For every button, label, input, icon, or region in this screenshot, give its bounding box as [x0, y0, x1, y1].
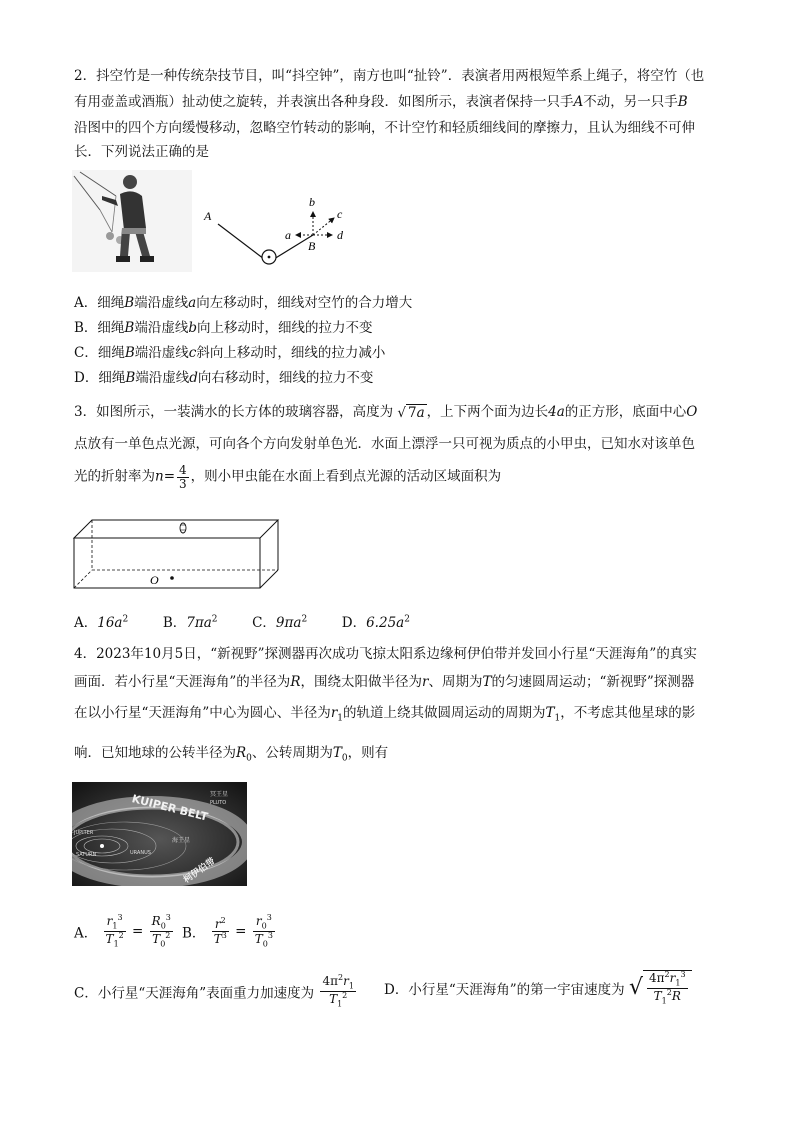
kuiper-belt-label: KUIPER BELT	[130, 792, 210, 824]
kuiper-belt-image	[72, 782, 247, 886]
q4-line-3: 在以小行星“天涯海角”中心为圆心、半径为$r_1$的轨道上绕其做圆周运动的周期为$T_1$，不考虑其他星球的影	[74, 705, 696, 724]
jupiter-label: JUPITER	[74, 830, 94, 836]
rope-left-segment	[218, 224, 264, 259]
q2-line-3: 沿图中的四个方向缓慢移动，忽略空竹转动的影响，不计空竹和轻质细线间的摩擦力，且认为细线不可伸	[74, 120, 695, 136]
q4-line-2: 画面．若小行星“天涯海角”的半径为R，围绕太阳做半径为r、周期为T的匀速圆周运动；“新视野”探测器	[74, 674, 695, 690]
q3-options	[74, 611, 410, 631]
refractive-index-fraction: $\frac{4}{3}$	[179, 463, 187, 491]
label-c: c	[337, 207, 343, 221]
q2-option-d: D．细绳B端沿虚线d向右移动时，细线的拉力不变	[74, 370, 374, 386]
q3-line-3: 光的折射率为n= $\frac{4}{3}$ ，则小甲虫能在水面上看到点光源的活动区域面积为	[74, 463, 502, 491]
q2-rope-diagram	[196, 190, 366, 270]
q3-option-b: B．$7\pi a^2$	[162, 614, 218, 631]
label-O: O	[150, 573, 159, 587]
label-d: d	[337, 228, 343, 242]
performer-photo	[72, 170, 192, 272]
q2-option-c: C．细绳B端沿虚线c斜向上移动时，细线的拉力减小	[74, 345, 386, 361]
direction-c-arrow	[313, 218, 334, 235]
q3-option-c: C．$9\pi a^2$	[252, 614, 308, 631]
q2-line-4: 长．下列说法正确的是	[74, 144, 209, 160]
pluto-label: PLUTO	[210, 800, 227, 806]
light-source-point	[170, 576, 174, 580]
q3-container-diagram	[72, 514, 282, 594]
neptune-cn-label: 海王星	[172, 837, 191, 844]
beetle-icon	[180, 523, 186, 533]
q4-option-b: B． $\frac{r^2}{T^3}$ = $\frac{r_0^3}{T_0^3}$	[182, 913, 273, 949]
saturn-label: SATURN	[76, 852, 97, 858]
q3-option-a: A．$16a^2$	[74, 614, 129, 631]
q4-line-1: 4．2023年10月5日，“新视野”探测器再次成功飞掠太阳系边缘柯伊伯带并发回小行星“天涯海角”的真实	[74, 646, 697, 662]
label-b: b	[309, 195, 315, 209]
pluto-cn-label: 冥王星	[210, 791, 229, 798]
q3-option-d: D．$6.25a^2$	[341, 614, 410, 631]
q2-option-a: A．细绳B端沿虚线a向左移动时，细线对空竹的合力增大	[74, 295, 413, 311]
q2-line-2: 有用壶盖或酒瓶）扯动使之旋转，并表演出各种身段．如图所示，表演者保持一只手A不动，另一只手B	[74, 94, 688, 110]
q4-line-4: 响．已知地球的公转半径为$R_0$、公转周期为$T_0$，则有	[74, 745, 389, 764]
q2-option-b: B．细绳B端沿虚线b向上移动时，细线的拉力不变	[74, 320, 373, 336]
q4-option-a: A． $\frac{r_1^3}{T_1^2}$ = $\frac{R_0^3}{T_0^2}$	[74, 913, 171, 949]
label-A: A	[204, 209, 212, 223]
label-a: a	[285, 228, 291, 242]
sun-icon	[100, 844, 104, 848]
q2-line-1: 2．抖空竹是一种传统杂技节目，叫“抖空钟”，南方也叫“扯铃”．表演者用两根短竿系上绳子，将空竹（也	[74, 68, 705, 84]
sqrt-expression: √ 7a	[397, 404, 425, 421]
uranus-label: URANUS	[130, 850, 151, 856]
q4-option-c: C．小行星“天涯海角”表面重力加速度为 $\frac{4\pi^2r_1}{T_1^2}$	[74, 973, 354, 1009]
q3-line-2: 点放有一单色点光源，可向各个方向发射单色光．水面上漂浮一只可视为质点的小甲虫，已知水对该单色	[74, 436, 695, 452]
q4-option-d: D．小行星“天涯海角”的第一宇宙速度为 √ $\frac{4\pi^2r_1^3}{T_1^2R}$	[384, 970, 692, 1006]
label-B: B	[308, 239, 316, 253]
q3-line-1: 3．如图所示，一装满水的长方体的玻璃容器，高度为 √ 7a ，上下两个面为边长4a的正方形，底面中心O	[74, 404, 698, 421]
kuiper-belt-cn-label: 柯伊伯带	[182, 856, 218, 886]
